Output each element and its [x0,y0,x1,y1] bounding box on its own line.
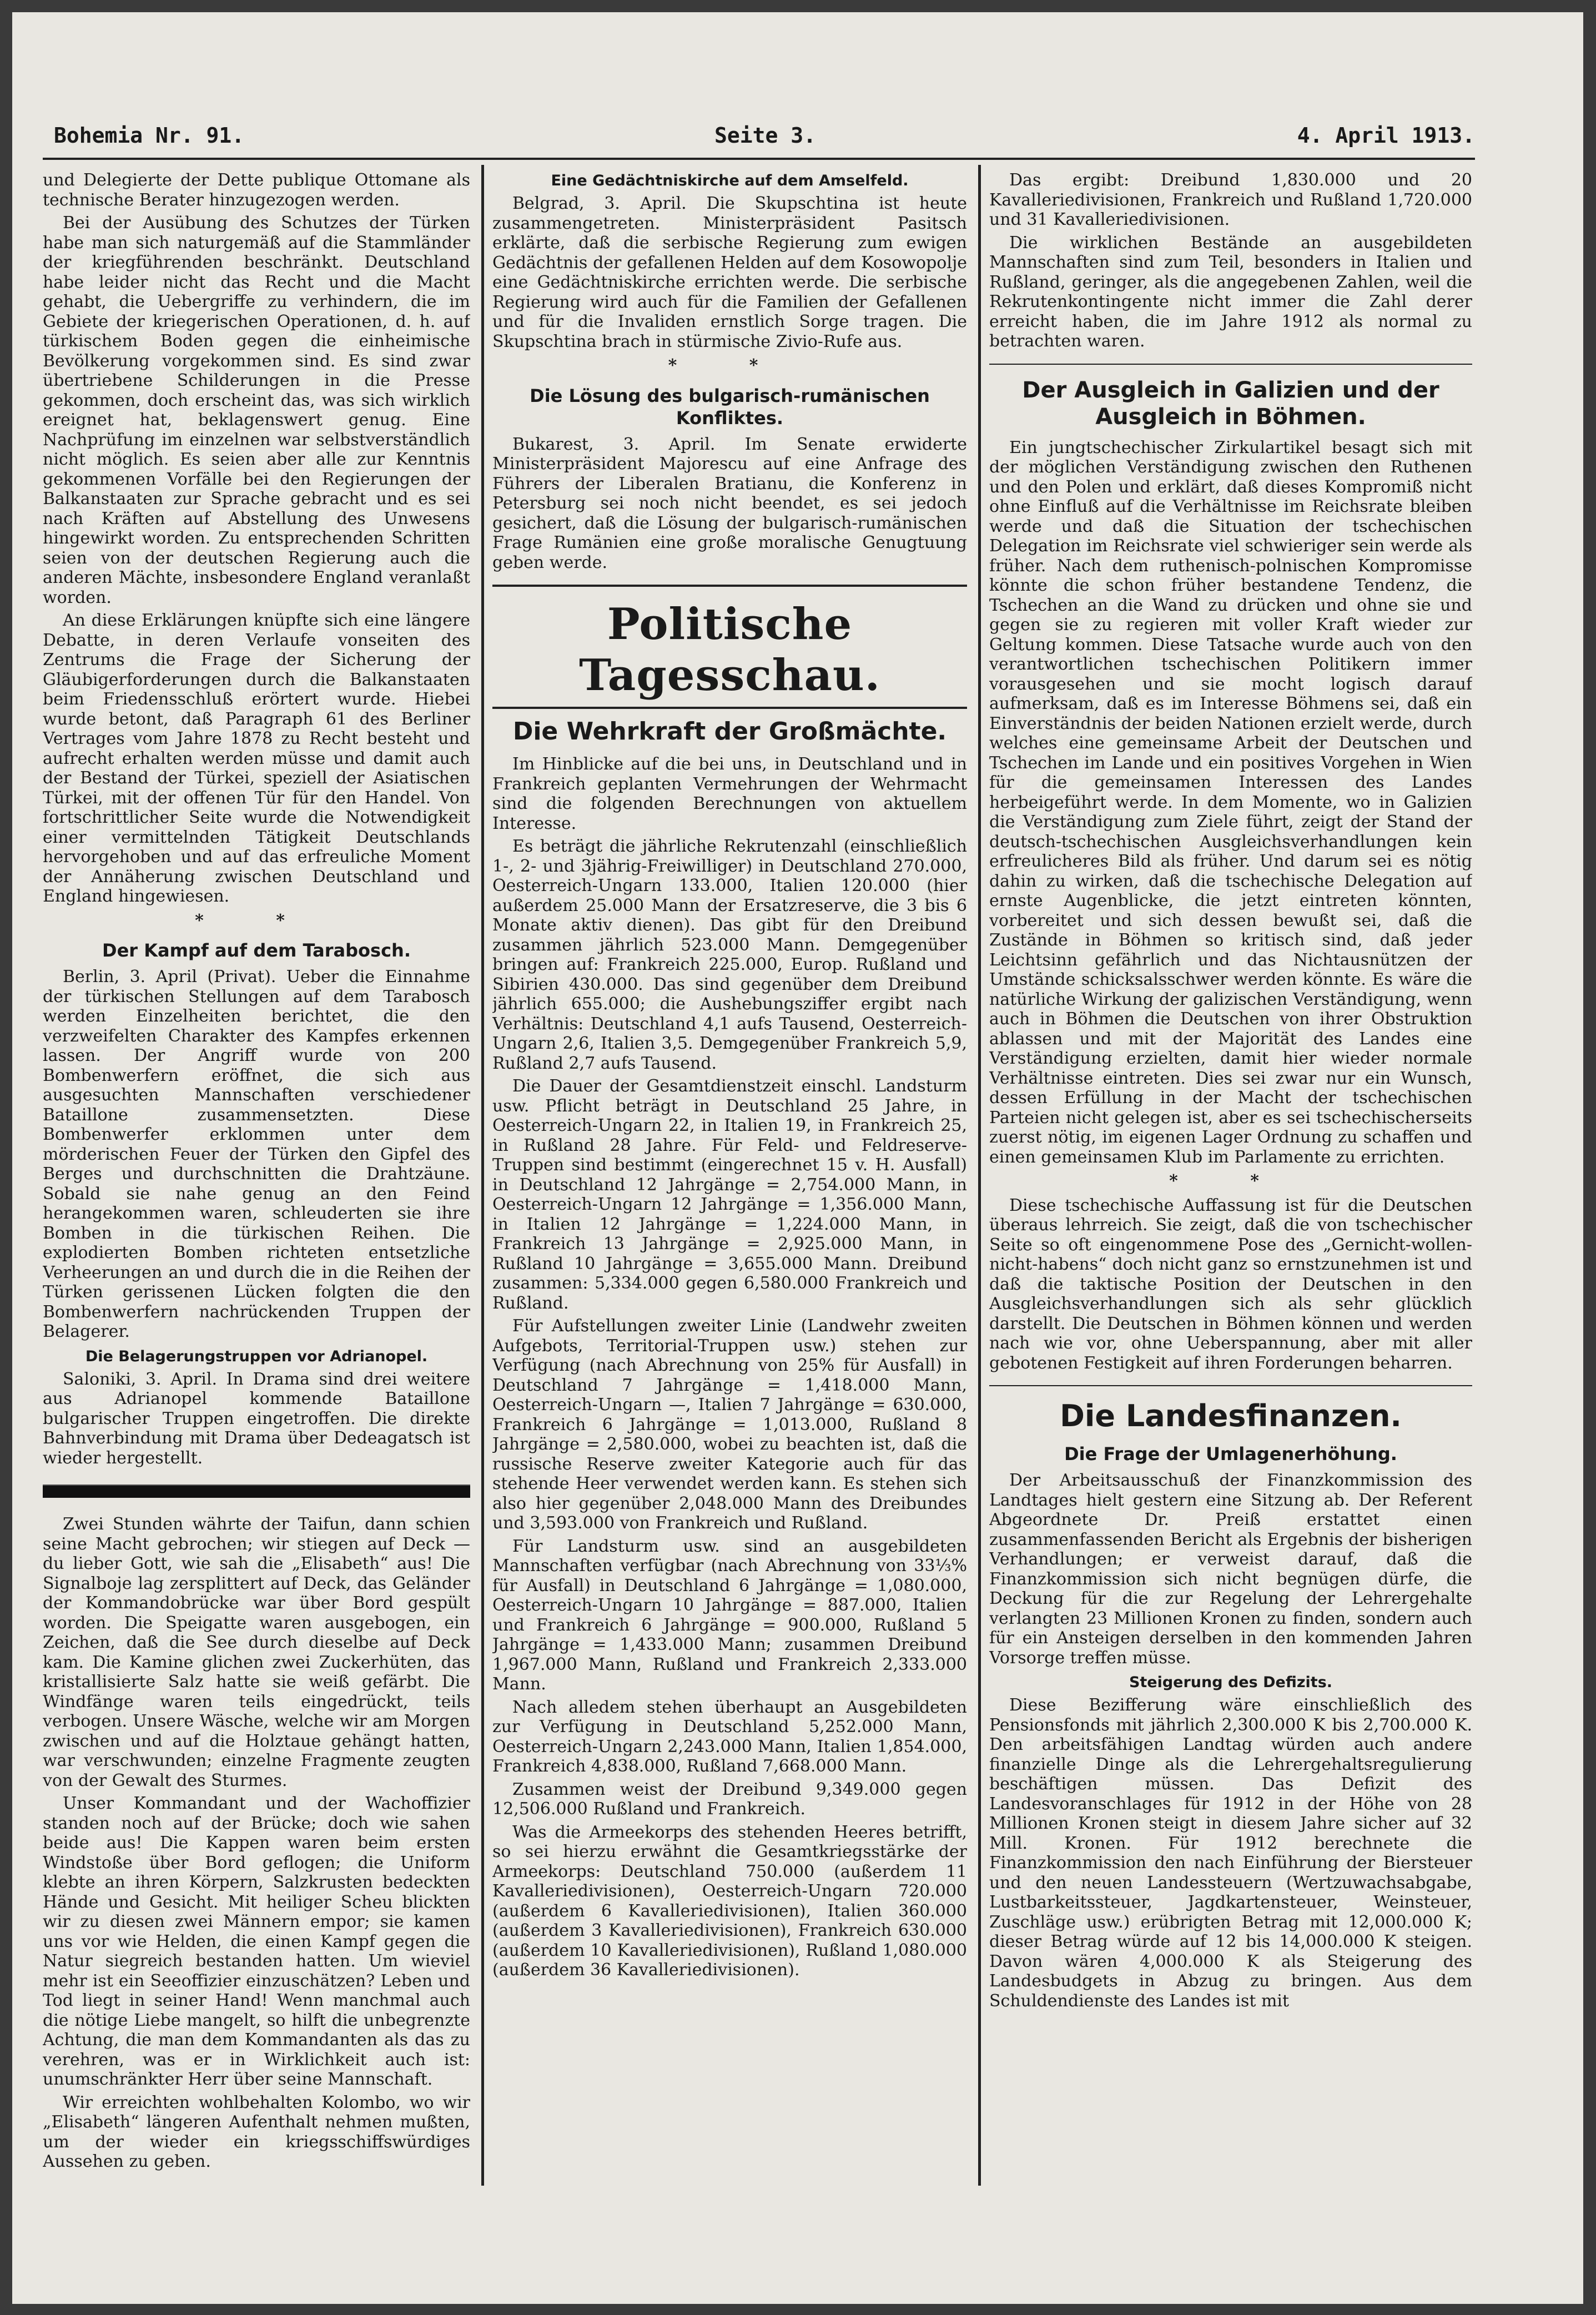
paragraph: Für Landsturm usw. sind an ausgebildeten Mannschaften verfügbar (nach Abrechnung von 33⅓% für Ausfall) in Deutschland 6 Jahrgänge = 1,080.000, Oesterreich-Ungarn 10 Jahrgänge = 887.000, Italien und Frankreich 6 Jahrgänge = 900.000, Rußland 5 Jahrgänge = 1,433.000 Mann; zusammen Dreibund 1,967.000 Mann, Rußland und Frankreich 2,333.000 Mann. [492,1536,967,1694]
column-rule-2 [978,165,981,2186]
paragraph: An diese Erklärungen knüpfte sich eine längere Debatte, in deren Verlaufe vonseiten des Zentrums die Frage der Sicherung der Gläubigerforderungen durch die Balkanstaaten beim Friedensschluß erörtert wurde. Hiebei wurde betont, daß Paragraph 61 des Berliner Vertrages vom Jahre 1878 zu Recht besteht und aufrecht erhalten werden müsse und damit auch der Bestand der Türkei, speziell der Asiatischen Türkei, mit der offenen Tür für den Handel. Von fortschrittlicher Seite wurde die Notwendigkeit einer vermittelnden Tätigkeit Deutschlands hervorgehoben und auf das erfreuliche Moment der Annäherung zwischen Deutschland und England hingewiesen. [43,611,470,906]
paragraph: und Delegierte der Dette publique Ottomane als technische Berater hinzugezogen werden. [43,170,470,210]
column-rule-1 [481,165,484,2186]
feuilleton-paragraph: Unser Kommandant und der Wachoffizier standen noch auf der Brücke; doch wie sahen beide aus! Die Kappen waren beim ersten Windstoße über Bord geflogen; die Uniform klebte an ihren Körpern, Salzkrusten bedeckten Hände und Gesicht. Mit heiliger Scheu blickten wir zu diesen zwei Männern empor; sie kamen uns vor wie Helden, die einen Kampf gegen die Natur siegreich bestanden hatten. Um wieviel mehr ist ein Seeoffizier einzuschätzen? Leben und Tod liegt in seiner Hand! Wenn manchmal auch die nötige Liebe mangelt, so hilft die unbegrenzte Achtung, die man dem Kommandanten als das zu verehren, was er in Wirklichkeit auch ist: unumschränkter Herr über seine Mannschaft. [43,1794,470,2089]
feuilleton-paragraph: Zwei Stunden währte der Taifun, dann schien seine Macht gebrochen; wir stiegen auf Deck — du lieber Gott, wie sah die „Elisabeth“ aus! Die Signalboje lag zersplittert auf Deck, das Geländer der Kommandobrücke war über Bord gespült worden. Die Speigatte waren ausgebogen, ein Zeichen, daß die See durch dieselbe auf Deck kam. Die Kamine glichen zwei Zuckerhüten, das kristallisierte Salz hatte sie weiß gefärbt. Die Windfänge waren teils eingedrückt, teils verbogen. Unsere Wäsche, welche wir am Morgen zwischen und auf die Holztaue gehängt hatten, war verschwunden; einzelne Fragmente zeugten von der Gewalt des Sturmes. [43,1514,470,1790]
paragraph: Für Aufstellungen zweiter Linie (Landwehr zweiten Aufgebots, Territorial-Truppen usw.) stehen zur Verfügung (nach Abrechnung von 25% für Ausfall) in Deutschland 7 Jahrgänge = 1,418.000 Mann, Oesterreich-Ungarn —, Italien 7 Jahrgänge = 630.000, Frankreich 6 Jahrgänge = 1,013.000, Rußland 8 Jahrgänge = 2,580.000, wobei zu beachten ist, daß die russische Reserve zweiter Kategorie auch für das stehende Heer verwendet werden kann. Es stehen sich also hier gegenüber 2,048.000 Mann des Dreibundes und 3,593.000 von Frankreich und Rußland. [492,1316,967,1533]
section-stars: * * [668,356,792,375]
paragraph: Saloniki, 3. April. In Drama sind drei weitere aus Adrianopel kommende Bataillone bulgarischer Truppen eingetroffen. Die direkte Bahnverbindung mit Drama über Dedeagatsch ist wieder hergestellt. [43,1369,470,1468]
page-header [43,123,1475,157]
headline-umlagenerhoehung: Die Frage der Umlagenerhöhung. [1064,1443,1397,1465]
paragraph: Berlin, 3. April (Privat). Ueber die Einnahme der türkischen Stellungen auf dem Tarabosch werden Einzelheiten berichtet, die den verzweifelten Charakter des Kampfes erkennen lassen. Der Angriff wurde von 200 Bombenwerfern eröffnet, die sich aus ausgesuchten Mannschaften verschiedener Bataillone zusammensetzten. Diese Bombenwerfer erklommen unter dem mörderischen Feuer der Türken den Gipfel des Berges und durchschnitten die Drahtzäune. Sobald sie nahe genug an den Feind herangekommen waren, schleuderten sie ihre Bomben in die türkischen Reihen. Die explodierten Bomben richteten entsetzliche Verheerungen an und durch die in die Reihen der Türken gerissenen Lücken folgten die den Bombenwerfern nachrückenden Truppen der Belagerer. [43,967,470,1341]
paragraph: Was die Armeekorps des stehenden Heeres betrifft, so sei hierzu erwähnt die Gesamtkriegsstärke der Armeekorps: Deutschland 750.000 (außerdem 11 Kavalleriedivisionen), Oesterreich-Ungarn 720.000 (außerdem 6 Kavalleriedivisionen), Italien 360.000 (außerdem 3 Kavalleriedivisionen), Frankreich 630.000 (außerdem 10 Kavalleriedivisionen), Rußland 1,080.000 (außerdem 36 Kavalleriedivisionen). [492,1822,967,1980]
column-left [43,170,470,2274]
masthead-issue: Bohemia Nr. 91. [54,123,245,148]
section-stars: * * [195,910,318,930]
paragraph: Der Arbeitsausschuß der Finanzkommission des Landtages hielt gestern eine Sitzung ab. Der Referent Abgeordnete Dr. Preiß erstattet einen zusammenfassenden Bericht als Ergebnis der bisherigen Verhandlungen; er verweist darauf, daß die Finanzkommission sich nicht begnügen dürfe, die Deckung für die zur Regelung der Lehrergehalte verlangten 23 Millionen Kronen zu finden, sondern auch für ein Ansteigen derselben in den kommenden Jahren Vorsorge treffen müsse. [989,1471,1472,1668]
headline-landesfinanzen: Die Landesfinanzen. [1060,1398,1402,1433]
paragraph: Das ergibt: Dreibund 1,830.000 und 20 Kavalleriedivisionen, Frankreich und Rußland 1,720.000 und 31 Kavalleriedivisionen. [989,170,1472,229]
paragraph: Es beträgt die jährliche Rekrutenzahl (einschließlich 1-, 2- und 3jährig-Freiwilliger) in Deutschland 270.000, Oesterreich-Ungarn 133.000, Italien 120.000 (hier außerdem 25.000 Mann der Ersatzreserve, die 3 bis 6 Monate aktiv dienen). Das gibt für den Dreibund zusammen jährlich 523.000 Mann. Demgegenüber bringen auf: Frankreich 225.000, Europ. Rußland und Sibirien 430.000. Das sind gegenüber dem Dreibund jährlich 655.000; die Aushebungsziffer ergibt nach Verhältnis: Deutschland 4,1 aufs Tausend, Oesterreich-Ungarn 2,6, Italien 3,5. Demgegenüber Frankreich 5,9, Rußland 2,7 aufs Tausend. [492,837,967,1073]
paragraph: Die wirklichen Bestände an ausgebildeten Mannschaften sind zum Teil, besonders in Italien und Rußland, geringer, als die angegebenen Zahlen, weil die Rekrutenkontingente nicht immer die Zahl derer erreicht haben, die im Jahre 1912 als normal zu betrachten waren. [989,233,1472,351]
paragraph: Bei der Ausübung des Schutzes der Türken habe man sich naturgemäß auf die Stammländer der kriegführenden beschränkt. Deutschland habe leider nicht das Recht und die Macht gehabt, die Uebergriffe zu verhindern, die im Gebiete der kriegerischen Operationen, d. h. auf türkischem Boden gegen die einheimische Bevölkerung vorgekommen sind. Es sind zwar übertriebene Schilderungen in die Presse gekommen, doch erscheint das, was sich wirklich ereignet hat, beklagenswert genug. Eine Nachprüfung im einzelnen war selbstverständlich nicht möglich. Es seien aber alle zur Kenntnis gekommenen Vorfälle bei den Regierungen der Balkanstaaten zur Sprache gebracht und es sei nach Kräften auf Abstellung des Unwesens hingewirkt worden. Zu entsprechenden Schritten seien von der deutschen Regierung auch die anderen Mächte, insbesondere England veranlaßt worden. [43,213,470,607]
column-right [989,170,1472,2274]
paragraph: Bukarest, 3. April. Im Senate erwiderte Ministerpräsident Majorescu auf eine Anfrage des Führers der Liberalen Bratianu, die Konferenz in Petersburg sei noch nicht beendet, es sei jedoch gesichert, daß die Lösung der bulgarisch-rumänischen Frage Rumänien eine große moralische Genugtuung geben werde. [492,434,967,572]
headline-gedaechtniskirche: Eine Gedächtniskirche auf dem Amselfeld. [551,172,909,189]
paragraph: Diese Bezifferung wäre einschließlich des Pensionsfonds mit jährlich 2,300.000 K bis 2,700.000 K. Den arbeitsfähigen Landtag würden auch andere finanzielle Dinge als die Lehrergehaltsregulierung beschäftigen müssen. Das Defizit des Landesvoranschlages für 1912 in der Höhe von 28 Millionen Kronen steigt in diesem Jahre sicher auf 32 Mill. Kronen. Für 1912 berechnete die Finanzkommission den nach Einführung der Biersteuer und den neuen Landessteuern (Wertzuwachsabgabe, Lustbarkeitssteuer, Jagdkartensteuer, Weinsteuer, Zuschläge usw.) erübrigten Betrag mit 12,000.000 K; dieser Betrag würde auf 12 bis 14,000.000 K steigen. Davon wären 4,000.000 K als Steigerung des Landesbudgets in Abzug zu bringen. Aus dem Schuldendienste des Landes ist mit [989,1695,1472,2011]
headline-adrianopel: Die Belagerungstruppen vor Adrianopel. [85,1347,428,1365]
headline-defizit: Steigerung des Defizits. [1129,1674,1333,1691]
page-number: Seite 3. [714,123,817,148]
paragraph: Ein jungtschechischer Zirkulartikel besagt sich mit der möglichen Verständigung zwischen den Ruthenen und den Polen und erklärt, daß dieses Kompromiß nicht ohne Einfluß auf die Verhältnisse im Reichsrate bleiben werde und daß die Situation der tschechischen Delegation im Reichsrate viel schwieriger sein werde als früher. Nach dem ruthenisch-polnischen Kompromisse könnte die schon früher bestandene Tendenz, die Tschechen an die Wand zu drücken und ohne sie und gegen sie zu regieren mit voller Kraft wieder zur Geltung kommen. Diese Tatsache wurde auch von den verantwortlichen tschechischen Politikern immer vorausgesehen und sie mocht logisch darauf aufmerksam, daß es im Interesse Böhmens sei, daß ein Einverständnis der beiden Nationen erzielt werde, durch welches eine gemeinsame Arbeit der Deutschen und Tschechen im Lande und ein positives Vorgehen in Wien für die gemeinsamen Interessen des Landes herbeigeführt werde. In dem Momente, wo in Galizien die Verständigung zum Ziele führt, zeigt der Stand der deutsch-tschechischen Ausgleichsverhandlungen kein erfreulicheres Bild als früher. Und darum sei es nötig dahin zu wirken, daß die tschechische Delegation auf ernste Augenblicke, die jetzt eintreten könnten, vorbereitet und sich dessen bewußt sei, daß die Zustände in Böhmen so kritisch sind, daß jeder Leichtsinn gefährlich und das Nichtausnützen der Umstände schicksalsschwer werden könnte. Es wäre die natürliche Wirkung der galizischen Verständigung, wenn auch in Böhmen die Deutschen von ihrer Obstruktion ablassen und mit der Majorität des Landes eine Verständigung erzielten, damit hier wieder normale Verhältnisse eintreten. Dies sei zwar nur ein Wunsch, dessen Erfüllung in der Macht der tschechischen Parteien nicht gelegen ist, aber es sei tschechischerseits zuerst nötig, im eigenen Lager Ordnung zu schaffen und einen gemeinsamen Klub im Parlamente zu errichten. [989,437,1472,1167]
paragraph: Nach alledem stehen überhaupt an Ausgebildeten zur Verfügung in Deutschland 5,252.000 Mann, Oesterreich-Ungarn 2,243.000 Mann, Italien 1,854.000, Frankreich 4,838.000, Rußland 7,668.000 Mann. [492,1697,967,1776]
paragraph: Zusammen weist der Dreibund 9,349.000 gegen 12,506.000 Rußland und Frankreich. [492,1779,967,1819]
section-rule [492,585,967,587]
feuilleton-paragraph: Wir erreichten wohlbehalten Kolombo, wo wir „Elisabeth“ längeren Aufenthalt nehmen mußten, um der wieder ein kriegsschiffswürdiges Aussehen zu geben. [43,2092,470,2171]
issue-date: 4. April 1913. [1297,123,1475,148]
paragraph: Diese tschechische Auffassung ist für die Deutschen überaus lehrreich. Sie zeigt, daß die von tschechischer Seite so oft eingenommene Pose des „Gernicht-wollen-nicht-habens“ doch nicht ganz so ernstzunehmen ist und daß die taktische Position der Deutschen in den Ausgleichsverhandlungen sich als sehr glücklich darstellt. Die Deutschen in Böhmen können und werden nach wie vor, ohne Ueberspannung, aber mit aller gebotenen Festigkeit auf ihren Forderungen beharren. [989,1195,1472,1373]
feuilleton-separator [43,1484,470,1498]
paragraph: Im Hinblicke auf die bei uns, in Deutschland und in Frankreich geplanten Vermehrungen der Wehrmacht sind die folgenden Berechnungen von aktuellem Interesse. [492,754,967,833]
section-stars: * * [1169,1171,1292,1191]
newspaper-page [12,12,1583,2304]
section-rule [989,364,1472,365]
paragraph: Die Dauer der Gesamtdienstzeit einschl. Landsturm usw. Pflicht beträgt in Deutschland 25 Jahre, in Oesterreich-Ungarn 22, in Italien 19, in Frankreich 25, in Rußland 28 Jahre. Für Feld- und Feldreserve-Truppen sind bestimmt (eingerechnet 15 v. H. Ausfall) in Deutschland 12 Jahrgänge = 2,754.000 Mann, in Oesterreich-Ungarn 12 Jahrgänge = 1,356.000 Mann, in Italien 12 Jahrgänge = 1,224.000 Mann, in Frankreich 13 Jahrgänge = 2,925.000 Mann, in Rußland 10 Jahrgänge = 3,655.000 Mann. Dreibund zusammen: 5,334.000 gegen 6,580.000 Frankreich und Rußland. [492,1076,967,1313]
headline-ausgleich: Der Ausgleich in Galizien und der Ausgleich in Böhmen. [1022,377,1439,430]
headline-politische-tagesschau: Politische Tagesschau. [492,599,967,709]
headline-wehrkraft: Die Wehrkraft der Großmächte. [512,717,947,746]
paragraph: Belgrad, 3. April. Die Skupschtina ist heute zusammengetreten. Ministerpräsident Pasitsch erklärte, daß die serbische Regierung zum ewigen Gedächtnis der gefallenen Helden auf dem Kosowopolje eine Gedächtniskirche errichten werde. Die serbische Regierung wird auch für die Familien der Gefallenen und für die Invaliden ernstlich Sorge tragen. Die Skupschtina brach in stürmische Zivio-Rufe aus. [492,194,967,351]
header-rule [43,158,1475,160]
section-rule [989,1385,1472,1386]
headline-tarabosch: Der Kampf auf dem Tarabosch. [102,940,411,961]
column-middle [492,170,967,2191]
headline-loesung: Die Lösung des bulgarisch-rumänischen Konfliktes. [530,385,930,429]
